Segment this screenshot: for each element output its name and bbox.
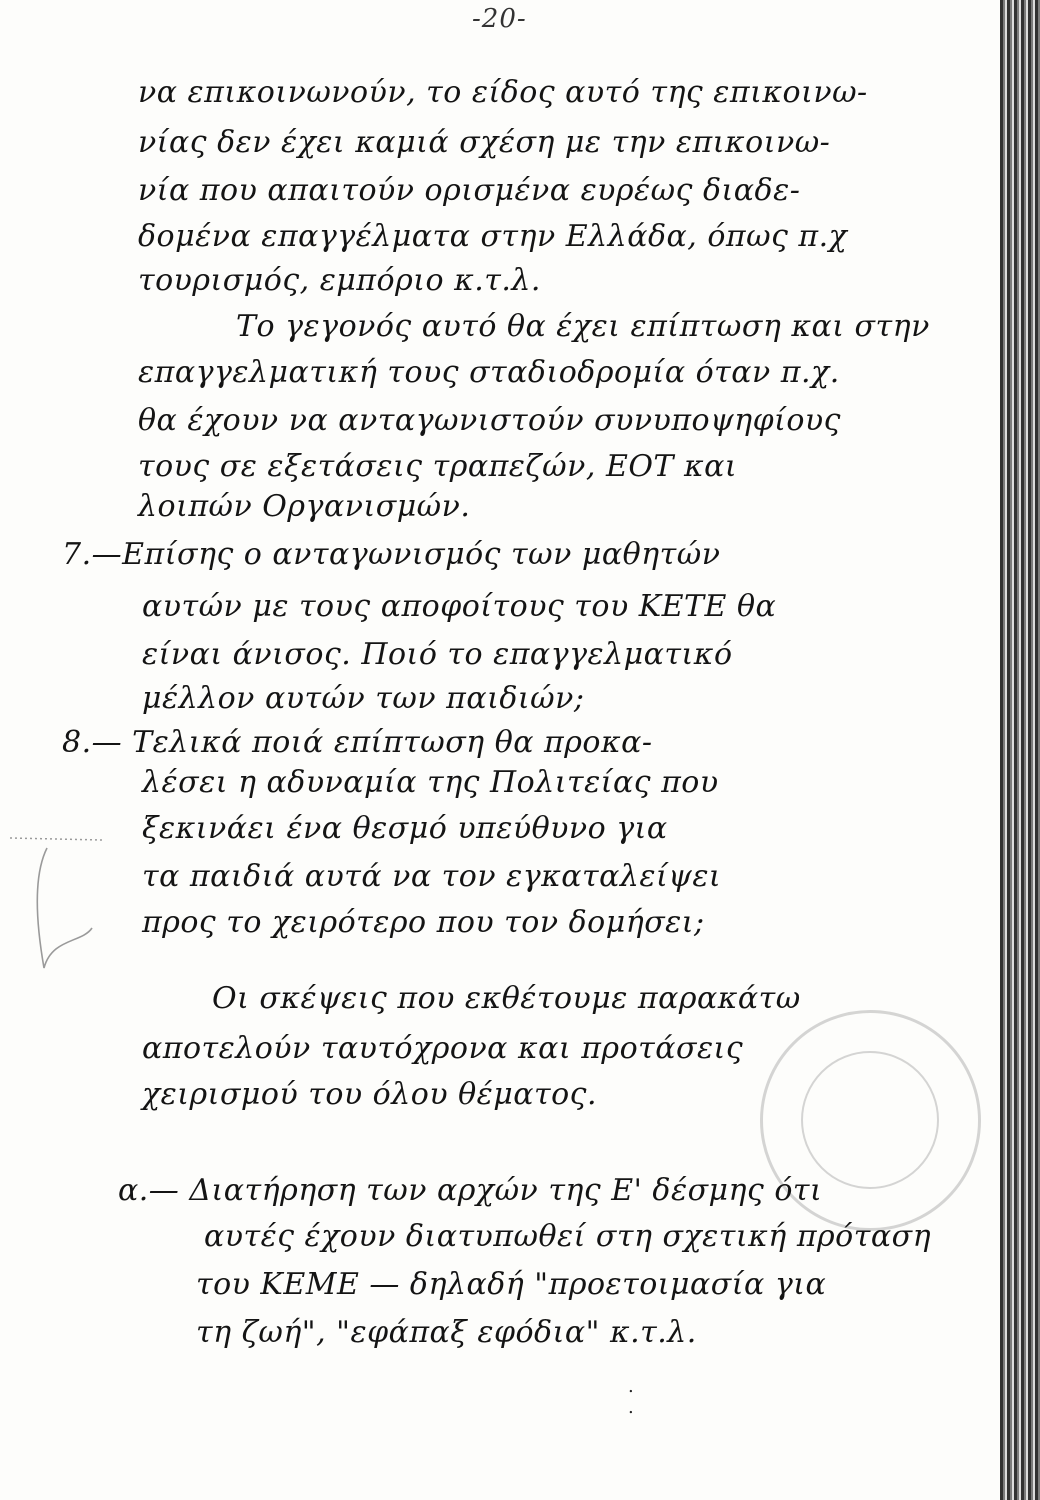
text-line: του ΚΕΜΕ — δηλαδή "προετοιμασία για [196,1267,827,1302]
text-line: λέσει η αδυναμία της Πολιτείας που [142,765,719,800]
text-line: αυτές έχουν διατυπωθεί στη σχετική πρόταση [204,1219,932,1254]
text-line: τουρισμός, εμπόριο κ.τ.λ. [138,263,541,298]
page-number: -20- [472,4,527,34]
text-line: 7.—Επίσης ο ανταγωνισμός των μαθητών [62,537,721,572]
text-line: αυτών με τους αποφοίτους του ΚΕΤΕ θα [142,589,777,624]
text-line: προς το χειρότερο που τον δομήσει; [142,905,705,940]
text-line: νίας δεν έχει καμιά σχέση με την επικοινω- [138,125,831,160]
text-line: Οι σκέψεις που εκθέτουμε παρακάτω [212,981,801,1016]
text-line: λοιπών Οργανισμών. [138,489,471,524]
ink-dots: .​ . [628,1376,634,1418]
text-line: Το γεγονός αυτό θα έχει επίπτωση και στην [236,309,930,344]
text-line: χειρισμού του όλου θέματος. [142,1077,598,1112]
text-line: α.— Διατήρηση των αρχών της Ε' δέσμης ότι [118,1173,823,1208]
text-line: μέλλον αυτών των παιδιών; [142,681,585,716]
text-line: δομένα επαγγέλματα στην Ελλάδα, όπως π.χ [138,219,848,254]
text-line: επαγγελματική τους σταδιοδρομία όταν π.χ. [138,355,840,390]
text-line: νία που απαιτούν ορισμένα ευρέως διαδε- [138,173,801,208]
text-line: να επικοινωνούν, το είδος αυτό της επικοινω- [138,75,868,110]
text-line: ξεκινάει ένα θεσμό υπεύθυνο για [142,811,668,846]
text-line: τα παιδιά αυτά να τον εγκαταλείψει [142,859,722,894]
text-line: τους σε εξετάσεις τραπεζών, ΕΟΤ και [138,449,738,484]
text-line: είναι άνισος. Ποιό το επαγγελματικό [142,637,733,672]
page-binding-edge [1000,0,1040,1500]
text-line: αποτελούν ταυτόχρονα και προτάσεις [142,1031,744,1066]
text-line: 8.— Τελικά ποιά επίπτωση θα προκα- [62,725,653,760]
text-line: τη ζωή", "εφάπαξ εφόδια" κ.τ.λ. [196,1315,697,1350]
margin-annotation [2,818,122,988]
text-line: θα έχουν να ανταγωνιστούν συνυποψηφίους [138,403,841,438]
